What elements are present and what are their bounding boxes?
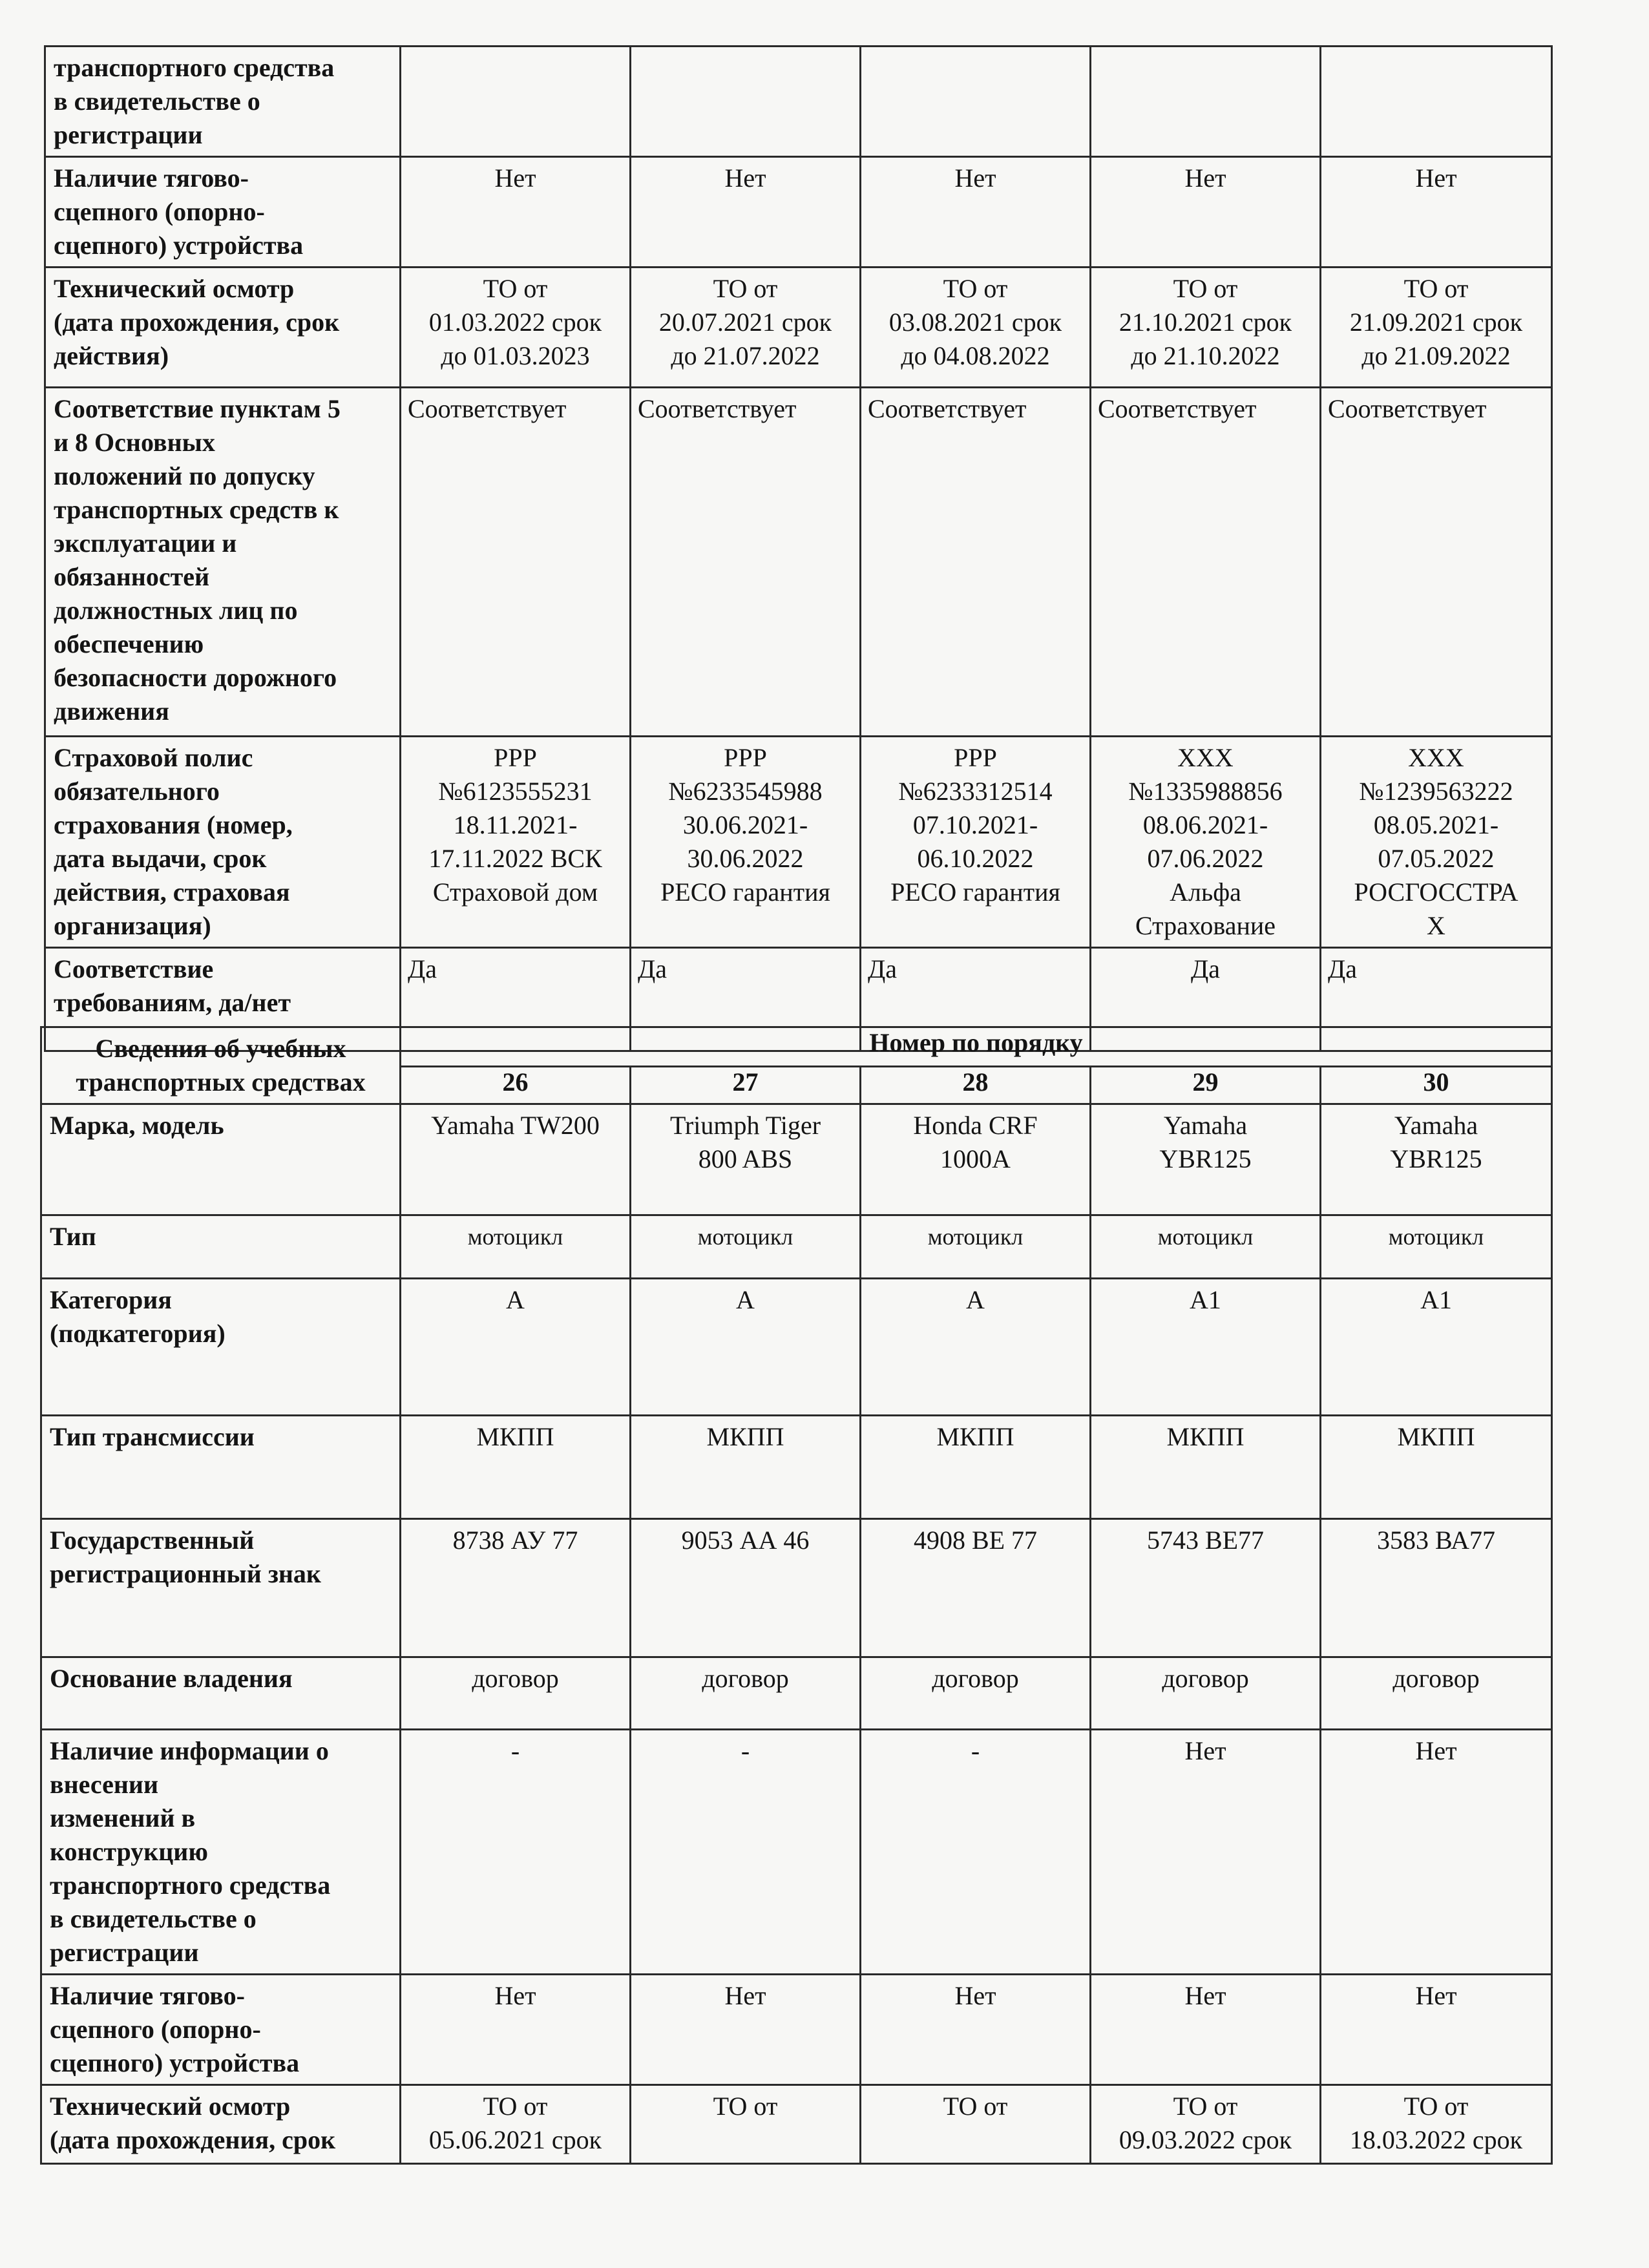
table-row	[41, 2085, 1552, 2164]
cell-value: ХХХ №1335988856 08.06.2021- 07.06.2022 Альфа Страхование	[1091, 737, 1321, 948]
row-label: Технический осмотр (дата прохождения, срок	[41, 2085, 401, 2164]
cell-value: договор	[401, 1657, 631, 1730]
cell-value: Да	[1321, 948, 1552, 1051]
cell-value: A1	[1091, 1279, 1321, 1416]
row-label: Страховой полис обязательного страхования (номер, дата выдачи, срок действия, страховая организация)	[45, 737, 401, 948]
cell-value: A	[401, 1279, 631, 1416]
cell-value: договор	[1091, 1657, 1321, 1730]
cell-value: Нет	[861, 157, 1091, 268]
cell-value: -	[401, 1730, 631, 1975]
row-label: Категория (подкатегория)	[41, 1279, 401, 1416]
cell-value: ТО от 03.08.2021 срок до 04.08.2022	[861, 268, 1091, 388]
cell-value: Соответствует	[1091, 388, 1321, 737]
table-row	[41, 1215, 1552, 1279]
cell-value: A1	[1321, 1279, 1552, 1416]
cell-value: МКПП	[861, 1416, 1091, 1519]
row-label: транспортного средства в свидетельстве о регистрации	[45, 47, 401, 157]
cell-value: МКПП	[1321, 1416, 1552, 1519]
cell-value: Соответствует	[861, 388, 1091, 737]
row-label: Наличие тягово- сцепного (опорно- сцепного) устройства	[41, 1975, 401, 2085]
cell-value: ТО от	[631, 2085, 861, 2164]
row-label: Государственный регистрационный знак	[41, 1519, 401, 1657]
cell-value: Yamaha YBR125	[1321, 1104, 1552, 1215]
vehicle-table-26-30	[40, 1026, 1553, 2165]
row-label: Наличие тягово- сцепного (опорно- сцепного) устройства	[45, 157, 401, 268]
cell-value: Нет	[631, 157, 861, 268]
column-number: 30	[1321, 1066, 1552, 1104]
cell-value	[401, 47, 631, 157]
cell-value	[1091, 47, 1321, 157]
vehicle-table-continued	[44, 45, 1553, 1052]
cell-value: ТО от 09.03.2022 срок	[1091, 2085, 1321, 2164]
table-row	[41, 1519, 1552, 1657]
cell-value: Соответствует	[631, 388, 861, 737]
cell-value: Да	[401, 948, 631, 1051]
cell-value: 4908 ВЕ 77	[861, 1519, 1091, 1657]
cell-value: Да	[861, 948, 1091, 1051]
column-number: 28	[861, 1066, 1091, 1104]
cell-value: Triumph Tiger 800 ABS	[631, 1104, 861, 1215]
cell-value: Соответствует	[401, 388, 631, 737]
header-label: Сведения об учебных транспортных средствах	[41, 1027, 401, 1104]
cell-value: -	[631, 1730, 861, 1975]
cell-value: ТО от 01.03.2022 срок до 01.03.2023	[401, 268, 631, 388]
row-label: Технический осмотр (дата прохождения, срок действия)	[45, 268, 401, 388]
table-row	[45, 157, 1552, 268]
cell-value: Yamaha YBR125	[1091, 1104, 1321, 1215]
cell-value	[631, 47, 861, 157]
cell-value: Нет	[631, 1975, 861, 2085]
cell-value	[1321, 47, 1552, 157]
column-number: 29	[1091, 1066, 1321, 1104]
cell-value: 9053 АА 46	[631, 1519, 861, 1657]
cell-value: РРР №6123555231 18.11.2021- 17.11.2022 ВСК Страховой дом	[401, 737, 631, 948]
header-group: Номер по порядку	[401, 1027, 1552, 1067]
cell-value	[861, 47, 1091, 157]
cell-value: Нет	[1321, 1730, 1552, 1975]
cell-value: ТО от 21.09.2021 срок до 21.09.2022	[1321, 268, 1552, 388]
cell-value: A	[631, 1279, 861, 1416]
cell-value: мотоцикл	[1321, 1215, 1552, 1279]
cell-value: A	[861, 1279, 1091, 1416]
cell-value: Да	[1091, 948, 1321, 1051]
cell-value: Honda CRF 1000A	[861, 1104, 1091, 1215]
cell-value: Нет	[1321, 157, 1552, 268]
cell-value: договор	[631, 1657, 861, 1730]
table-row	[45, 388, 1552, 737]
cell-value: Нет	[1091, 1730, 1321, 1975]
cell-value: мотоцикл	[631, 1215, 861, 1279]
column-number: 26	[401, 1066, 631, 1104]
cell-value: Нет	[1091, 1975, 1321, 2085]
row-label: Тип трансмиссии	[41, 1416, 401, 1519]
table-row	[41, 1416, 1552, 1519]
cell-value: Нет	[1091, 157, 1321, 268]
cell-value: мотоцикл	[1091, 1215, 1321, 1279]
table-row	[45, 268, 1552, 388]
cell-value: Нет	[401, 157, 631, 268]
cell-value: Yamaha TW200	[401, 1104, 631, 1215]
row-label: Основание владения	[41, 1657, 401, 1730]
cell-value: -	[861, 1730, 1091, 1975]
row-label: Марка, модель	[41, 1104, 401, 1215]
cell-value: МКПП	[1091, 1416, 1321, 1519]
table-row	[41, 1279, 1552, 1416]
cell-value: мотоцикл	[861, 1215, 1091, 1279]
table-header-row	[41, 1027, 1552, 1067]
table-row	[45, 47, 1552, 157]
row-label: Соответствие требованиям, да/нет	[45, 948, 401, 1051]
table-row	[45, 737, 1552, 948]
row-label: Тип	[41, 1215, 401, 1279]
table-row	[41, 1730, 1552, 1975]
table-row	[41, 1657, 1552, 1730]
cell-value: Соответствует	[1321, 388, 1552, 737]
cell-value: ТО от	[861, 2085, 1091, 2164]
cell-value: мотоцикл	[401, 1215, 631, 1279]
table-row	[41, 1975, 1552, 2085]
cell-value: ТО от 21.10.2021 срок до 21.10.2022	[1091, 268, 1321, 388]
cell-value: ТО от 18.03.2022 срок	[1321, 2085, 1552, 2164]
cell-value: 8738 АУ 77	[401, 1519, 631, 1657]
cell-value: РРР №6233545988 30.06.2021- 30.06.2022 РЕСО гарантия	[631, 737, 861, 948]
cell-value: ТО от 05.06.2021 срок	[401, 2085, 631, 2164]
cell-value: ХХХ №1239563222 08.05.2021- 07.05.2022 РОСГОССТРА Х	[1321, 737, 1552, 948]
cell-value: МКПП	[401, 1416, 631, 1519]
cell-value: Нет	[861, 1975, 1091, 2085]
row-label: Соответствие пунктам 5 и 8 Основных положений по допуску транспортных средств к эксплуатации и обязанностей должностных лиц по обеспечению безопасности дорожного движения	[45, 388, 401, 737]
row-label: Наличие информации о внесении изменений в конструкцию транспортного средства в свидетельстве о регистрации	[41, 1730, 401, 1975]
cell-value: Да	[631, 948, 861, 1051]
cell-value: РРР №6233312514 07.10.2021- 06.10.2022 РЕСО гарантия	[861, 737, 1091, 948]
cell-value: Нет	[401, 1975, 631, 2085]
cell-value: 3583 ВА77	[1321, 1519, 1552, 1657]
cell-value: 5743 ВЕ77	[1091, 1519, 1321, 1657]
cell-value: ТО от 20.07.2021 срок до 21.07.2022	[631, 268, 861, 388]
cell-value: договор	[861, 1657, 1091, 1730]
cell-value: МКПП	[631, 1416, 861, 1519]
cell-value: договор	[1321, 1657, 1552, 1730]
table-row	[41, 1104, 1552, 1215]
cell-value: Нет	[1321, 1975, 1552, 2085]
column-number: 27	[631, 1066, 861, 1104]
